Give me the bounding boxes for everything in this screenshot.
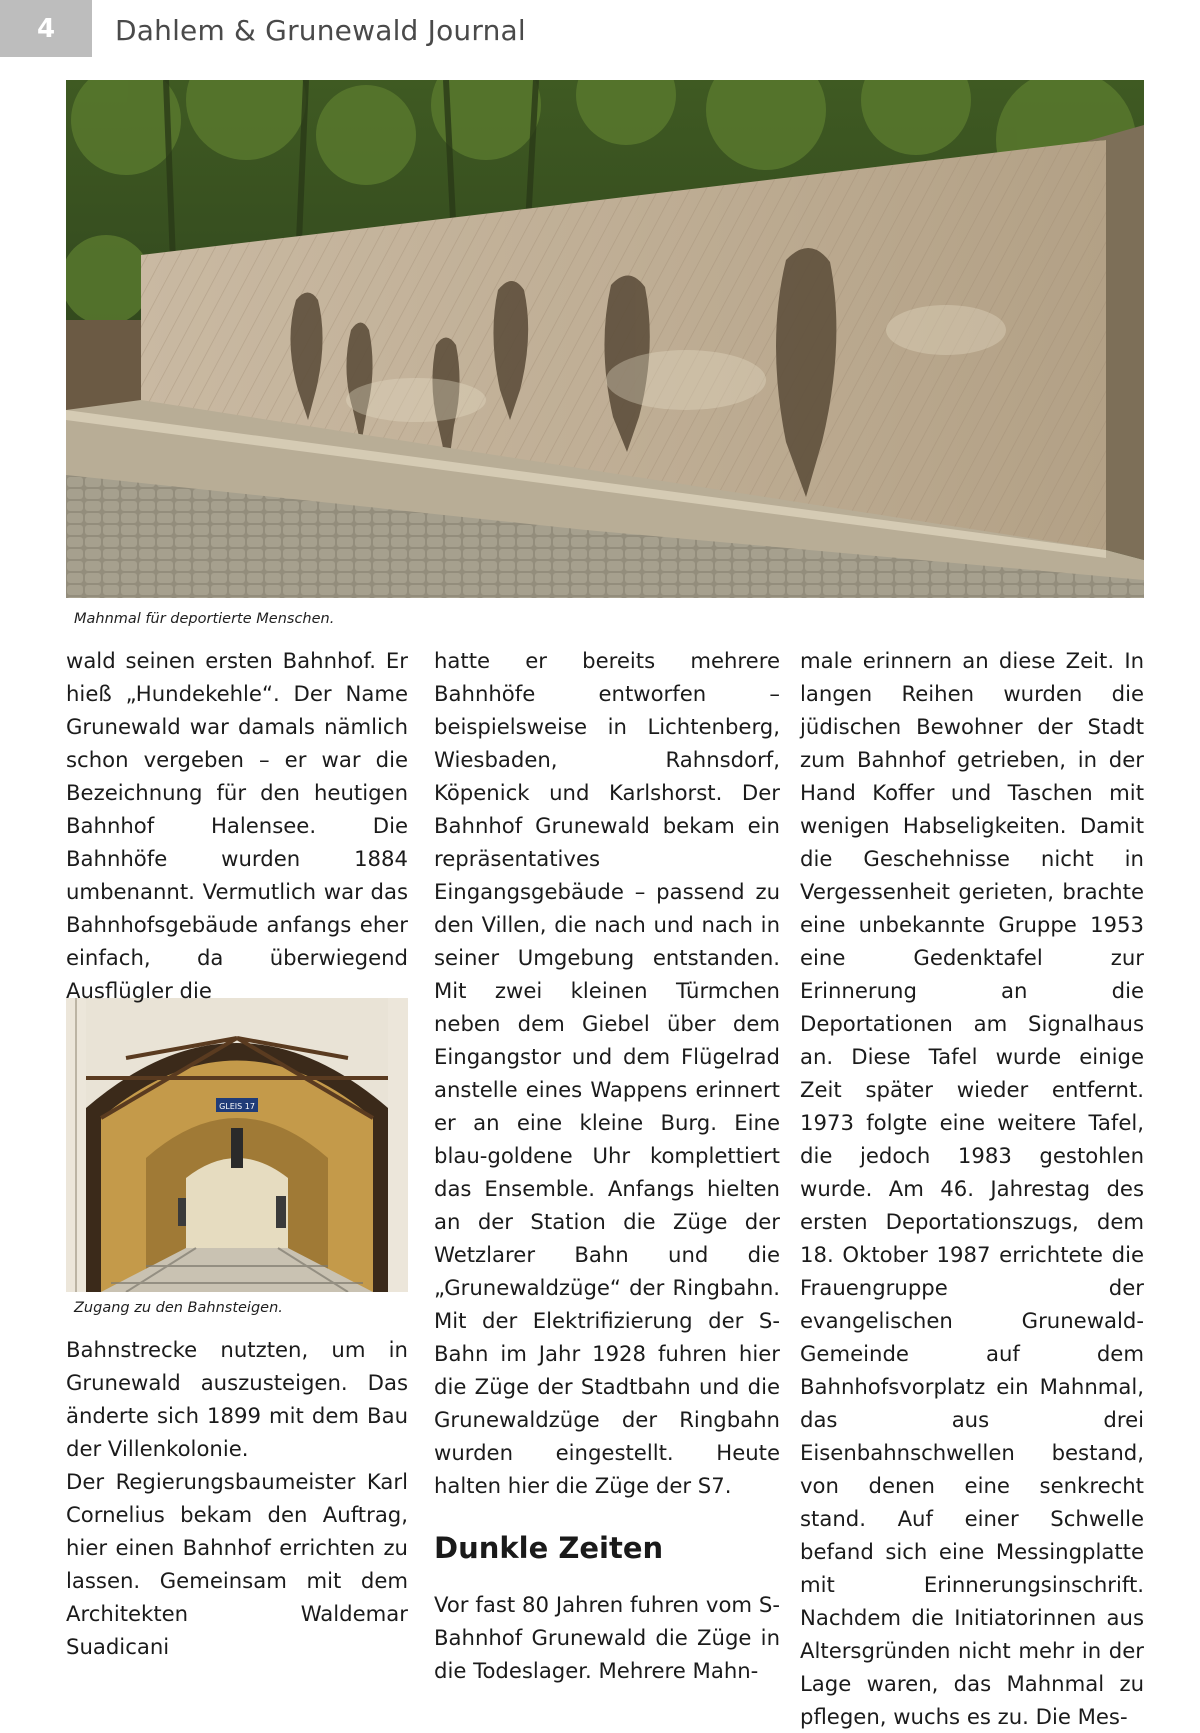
col1-bottom-paragraph-1: Bahnstrecke nutzten, um in Grunewald auszusteigen. Das änderte sich 1899 mit dem Bau der Villenkolonie. <box>66 1337 408 1461</box>
col3-paragraph-1: male erinnern an diese Zeit. In langen Reihen wurden die jüdischen Bewohner der Stadt zum Bahnhof getrieben, in der Hand Koffer und Taschen mit wenigen Habseligkeiten. Damit die Geschehnisse nicht in Vergessenheit gerieten, brachte eine unbekannte Gruppe 1953 eine Gedenktafel zur Erinnerung an die Deportationen am Signalhaus an. Diese Tafel wurde einige Zeit später wieder entfernt. 1973 folgte eine weitere Tafel, die jedoch 1983 gestohlen wurde. Am 46. Jahrestag des ersten Deportationszugs, dem 18. Oktober 1987 errichtete die Frauengruppe der evangelischen Grunewald-Gemeinde auf dem Bahnhofsvorplatz ein Mahnmal, das aus drei Eisenbahnschwellen bestand, von denen eine senkrecht stand. Auf einer Schwelle befand sich eine Messingplatte mit Erinnerungsinschrift. Nachdem die Initiatorinnen aus Altersgründen nicht mehr in der Lage waren, das Mahnmal zu pflegen, wuchs es zu. Die Mes- <box>800 648 1144 1729</box>
platform-sign: GLEIS 17 <box>219 1102 255 1111</box>
page-number: 4 <box>36 13 56 44</box>
article-column-2 <box>434 644 780 1687</box>
col1-top-paragraph: wald seinen ersten Bahnhof. Er hieß „Hundekehle“. Der Name Grunewald war damals nämlich schon vergeben – er war die Bezeichnung für den heutigen Bahnhof Halensee. Die Bahnhöfe wurden 1884 umbenannt. Vermutlich war das Bahnhofsgebäude anfangs eher einfach, da überwiegend Ausflügler die <box>66 648 408 1003</box>
journal-title: Dahlem & Grunewald Journal <box>115 14 526 47</box>
memorial-wall-photo <box>66 80 1144 598</box>
page-number-box <box>0 0 92 57</box>
article-column-1 <box>66 644 408 1007</box>
station-passage-photo <box>66 998 408 1292</box>
col2-paragraph-1: hatte er bereits mehrere Bahnhöfe entworfen – beispielsweise in Lichtenberg, Wiesbaden, Rahnsdorf, Köpenick und Karlshorst. Der Bahnhof Grunewald bekam ein repräsentatives Eingangsgebäude – passend zu den Villen, die nach und nach in seiner Umgebung entstanden. Mit zwei kleinen Türmchen neben dem Giebel über dem Eingangstor und dem Flügelrad anstelle eines Wappens erinnert er an eine kleine Burg. Eine blau-goldene Uhr komplettiert das Ensemble. Anfangs hielten an der Station die Züge der Wetzlarer Bahn und die „Grunewaldzüge“ der Ringbahn. Mit der Elektrifizierung der S-Bahn im Jahr 1928 fuhren hier die Züge der Stadtbahn und die Grunewaldzüge der Ringbahn wurden eingestellt. Heute halten hier die Züge der S7. <box>434 648 780 1498</box>
small-photo-caption: Zugang zu den Bahnsteigen. <box>74 1300 283 1316</box>
article-column-1-lower <box>66 1333 408 1663</box>
col2-paragraph-2: Vor fast 80 Jahren fuhren vom S-Bahnhof Grunewald die Züge in die Todeslager. Mehrere Mahn- <box>434 1592 780 1683</box>
section-heading: Dunkle Zeiten <box>434 1531 664 1565</box>
article-column-3 <box>800 644 1144 1733</box>
col1-bottom-paragraph-2: Der Regierungsbaumeister Karl Cornelius bekam den Auftrag, hier einen Bahnhof errichten zu lassen. Gemeinsam mit dem Architekten Waldemar Suadicani <box>66 1469 408 1659</box>
main-photo-caption: Mahnmal für deportierte Menschen. <box>74 611 335 627</box>
